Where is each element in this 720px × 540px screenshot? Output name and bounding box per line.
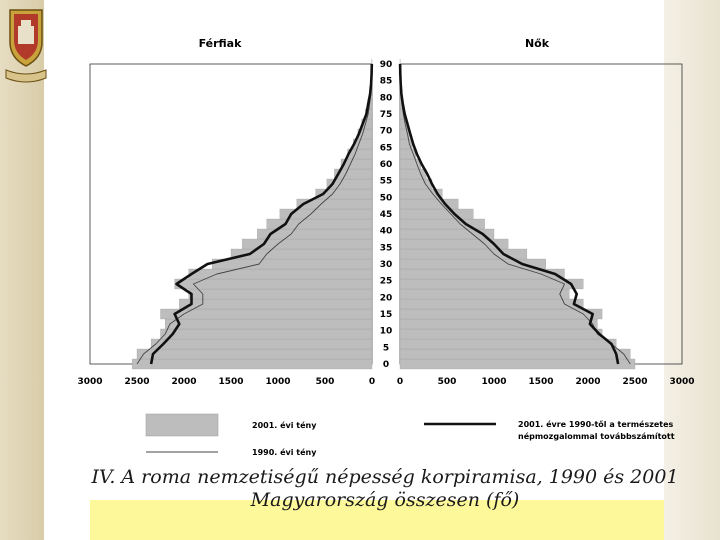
female-panel-title: Nők <box>524 37 550 50</box>
age-tick-label: 0 <box>382 360 390 370</box>
age-tick-label: 90 <box>379 60 393 70</box>
female-bar <box>400 179 432 189</box>
caption-line-1: IV. A roma nemzetiségű népesség korpiramisa, 1990 és 2001 <box>91 466 679 488</box>
male-x-tick-label: 0 <box>368 377 376 387</box>
caption-line-2: Magyarország összesen (fő) <box>250 489 520 511</box>
age-tick-label: 5 <box>382 343 390 354</box>
female-bar <box>400 359 635 369</box>
male-x-tick-label: 1500 <box>218 377 244 387</box>
male-bar <box>161 329 373 339</box>
legend-bar-label: 2001. évi tény <box>252 421 317 430</box>
male-bar <box>161 309 373 319</box>
female-bar <box>400 299 583 309</box>
male-bar <box>132 359 372 369</box>
female-bar <box>400 229 494 239</box>
age-tick-label: 20 <box>379 293 393 304</box>
female-bar <box>400 349 630 359</box>
female-bar <box>400 289 569 299</box>
male-bar <box>175 279 372 289</box>
age-tick-label: 10 <box>379 326 393 337</box>
legend-bar-swatch <box>146 414 218 436</box>
age-tick-label: 70 <box>379 126 393 137</box>
male-bar <box>189 289 372 299</box>
female-bar <box>400 319 597 329</box>
age-tick-label: 60 <box>379 160 393 170</box>
male-x-tick-label: 500 <box>315 377 335 387</box>
age-tick-label: 25 <box>379 276 393 287</box>
female-x-tick-label: 3000 <box>669 377 695 387</box>
male-bar <box>151 339 372 349</box>
male-bar <box>231 249 372 259</box>
male-x-tick-label: 2000 <box>171 377 197 387</box>
female-bar <box>400 159 421 169</box>
legend-projection-label-1: 2001. évre 1990-től a természetes <box>518 420 674 429</box>
male-x-tick-label: 1000 <box>265 377 291 387</box>
age-tick-label: 45 <box>379 210 393 220</box>
age-tick-label: 15 <box>379 310 393 320</box>
female-x-tick-label: 0 <box>396 377 404 387</box>
female-x-tick-label: 2000 <box>575 377 601 387</box>
male-bar <box>137 349 372 359</box>
age-tick-label: 55 <box>379 176 393 187</box>
female-bar <box>400 329 602 339</box>
age-tick-label: 65 <box>379 143 393 154</box>
male-bar <box>212 259 372 269</box>
age-tick-label: 75 <box>379 110 393 120</box>
male-panel-title: Férfiak <box>198 37 242 50</box>
age-tick-label: 30 <box>379 260 393 270</box>
age-tick-label: 85 <box>379 76 393 87</box>
age-tick-label: 50 <box>379 193 393 204</box>
legend-1990-label: 1990. évi tény <box>252 448 317 457</box>
chart-caption <box>60 466 710 512</box>
female-bar <box>400 209 473 219</box>
male-x-tick-label: 2500 <box>124 377 150 387</box>
age-tick-label: 40 <box>379 226 393 237</box>
female-bar <box>400 339 616 349</box>
age-tick-label: 80 <box>379 93 393 104</box>
male-bar <box>165 319 372 329</box>
female-x-tick-label: 1000 <box>481 377 507 387</box>
legend-projection-label-2: népmozgalommal továbbszámított <box>518 432 675 441</box>
male-bar <box>179 299 372 309</box>
female-bar <box>400 309 602 319</box>
female-x-tick-label: 500 <box>437 377 457 387</box>
female-x-tick-label: 2500 <box>622 377 648 387</box>
male-x-tick-label: 3000 <box>77 377 103 387</box>
female-x-tick-label: 1500 <box>528 377 554 387</box>
age-tick-label: 35 <box>379 243 393 254</box>
